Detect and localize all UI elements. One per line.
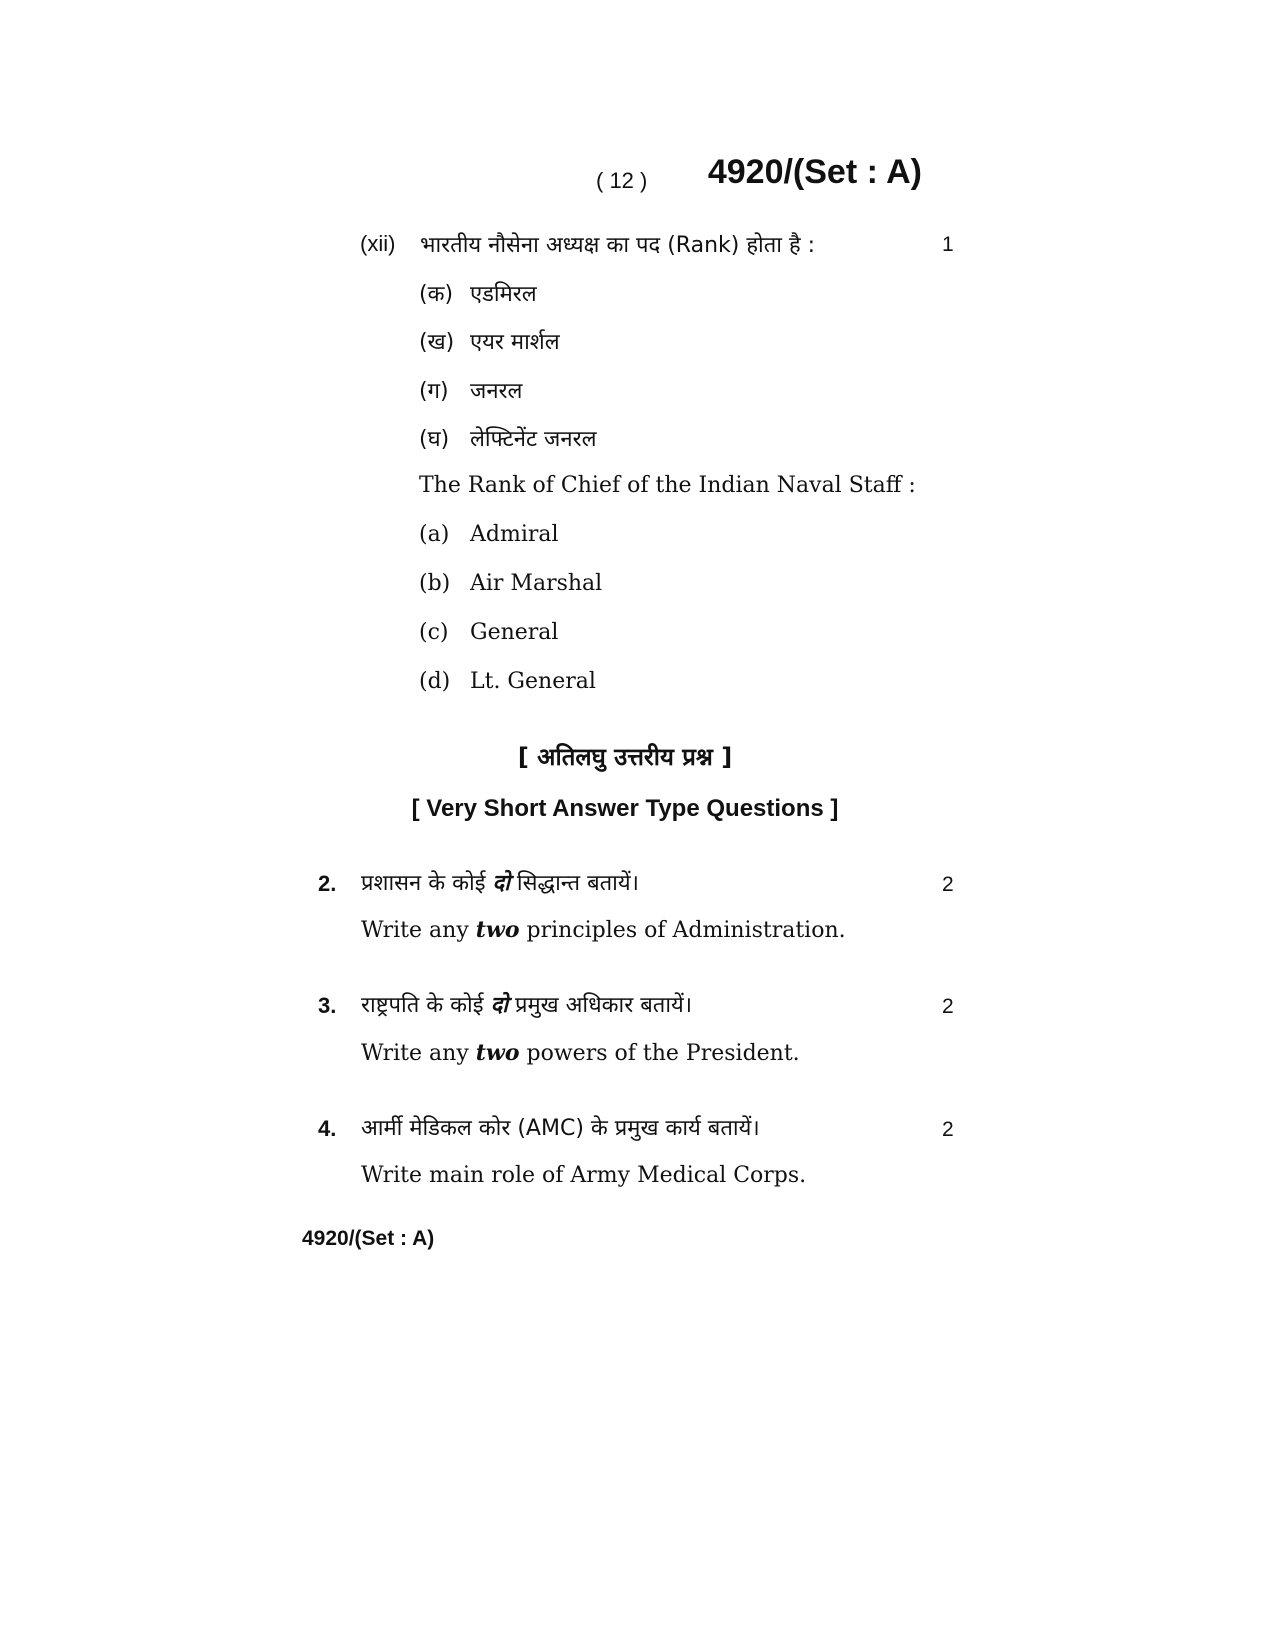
q12-hindi-option-text: एडमिरल [470,282,537,307]
q12-hindi-option-text: जनरल [470,379,523,404]
question-3-english-part: Write any [361,1041,476,1066]
question-2-english-text [361,917,846,943]
question-2-english-part: Write any [361,918,476,943]
question-12-english-text: The Rank of Chief of the Indian Naval Staff : [419,473,916,498]
q12-english-option-text: Admiral [470,522,559,547]
question-2-hindi-emphasis: दो [492,871,510,896]
q12-english-option-label: (c) [419,620,449,645]
footer-set-code: 4920/(Set : A) [302,1227,435,1250]
question-4-english-text: Write main role of Army Medical Corps. [361,1163,807,1188]
question-3-english-text [361,1040,800,1066]
question-2-hindi-text [361,867,639,897]
question-4-number: 4. [318,1116,337,1141]
q12-hindi-option-label: (घ) [419,427,450,452]
question-3-english-part: powers of the President. [519,1041,800,1066]
section-heading-english: [ Very Short Answer Type Questions ] [411,795,839,822]
page-number: ( 12 ) [596,168,648,193]
q12-hindi-option-label: (क) [419,282,454,307]
question-12-number: (xii) [360,231,396,256]
question-3-hindi-emphasis: दो [490,993,508,1018]
question-2-english-part: principles of Administration. [519,918,846,943]
question-2-marks: 2 [942,873,954,896]
q12-english-option-text: Air Marshal [470,571,603,596]
question-2-english-emphasis: two [475,917,520,943]
question-4-hindi-text: आर्मी मेडिकल कोर (AMC) के प्रमुख कार्य बतायें। [361,1116,760,1141]
q12-english-option-label: (a) [419,522,450,547]
question-3-marks: 2 [942,995,954,1018]
question-2-hindi-part: प्रशासन के कोई [361,871,493,896]
question-4-marks: 2 [942,1118,954,1141]
q12-hindi-option-label: (ग) [419,379,449,404]
question-3-number: 3. [318,993,337,1018]
q12-hindi-option-text: एयर मार्शल [470,330,560,355]
section-heading-hindi: [ अतिलघु उत्तरीय प्रश्न ] [517,743,733,771]
question-12-marks: 1 [942,233,954,256]
q12-hindi-option-text: लेफ्टिनेंट जनरल [470,427,597,452]
paper-set-code: 4920/(Set : A) [707,153,922,191]
question-12-hindi-text: भारतीय नौसेना अध्यक्ष का पद (Rank) होता है : [420,233,816,258]
q12-hindi-option-label: (ख) [419,330,455,355]
q12-english-option-label: (b) [419,571,451,596]
question-2-hindi-part: सिद्धान्त बतायें। [509,871,639,896]
q12-english-option-label: (d) [419,669,451,694]
q12-english-option-text: General [470,620,559,645]
question-3-hindi-part: प्रमुख अधिकार बतायें। [507,993,693,1018]
question-2-number: 2. [318,871,337,896]
question-3-english-emphasis: two [475,1040,520,1066]
question-3-hindi-text [361,989,692,1019]
q12-english-option-text: Lt. General [470,669,596,694]
question-3-hindi-part: राष्ट्रपति के कोई [361,993,491,1018]
